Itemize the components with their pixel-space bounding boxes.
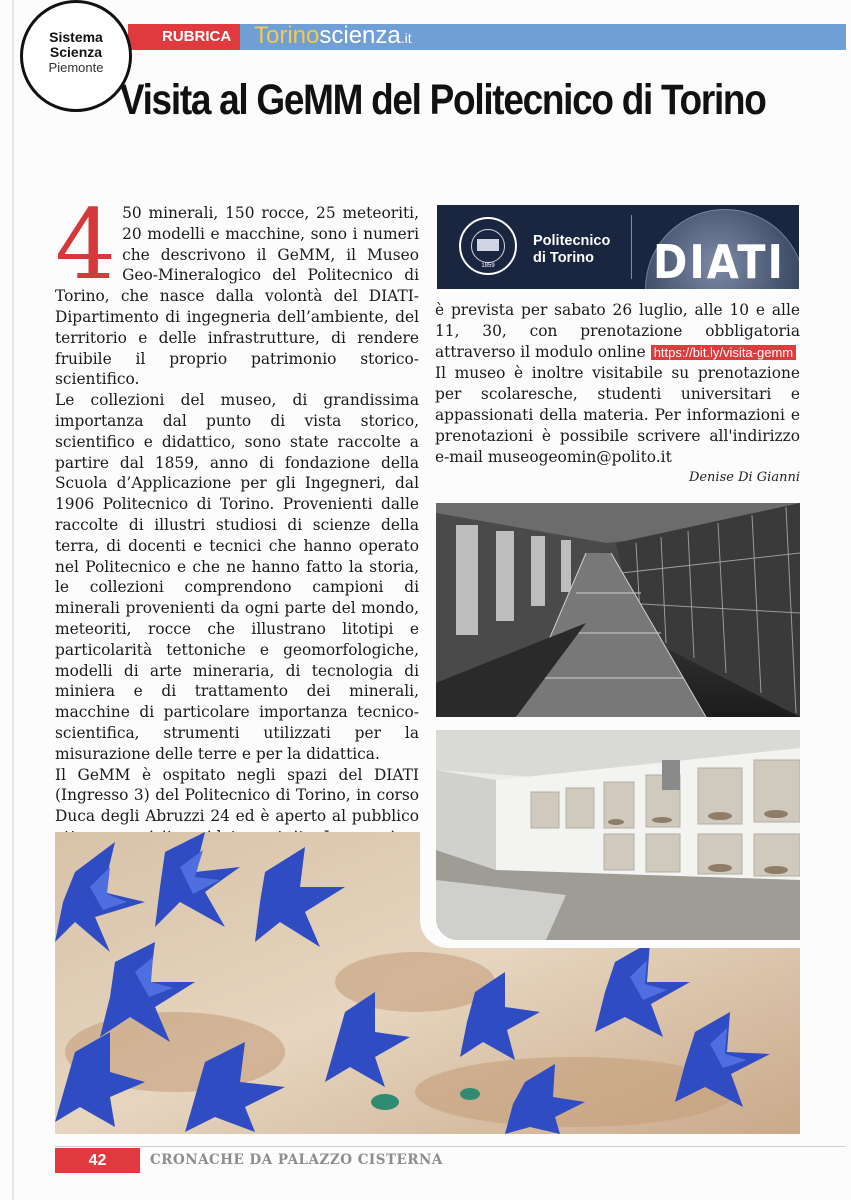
- article-column-left: [55, 189, 419, 889]
- polito-name-line-2: di Torino: [533, 250, 594, 266]
- polito-diati-banner: [437, 205, 799, 289]
- paragraph-visit-text: è prevista per sabato 26 luglio, alle 10 e alle 11, 30, con prenotazione obbligatoria attraverso il modulo online: [435, 301, 800, 361]
- logo-line-2: Scienza: [49, 44, 103, 60]
- paragraph-intro: [55, 189, 419, 390]
- paragraph-info: Il museo è inoltre visitabile su prenotazione per scolaresche, studenti universitari e appassionati della materia. Per informazioni e prenotazioni è possibile scrivere all'indirizzo e-mail museogeomin@polito.it: [435, 364, 800, 466]
- logo-line-1: Sistema: [49, 29, 103, 45]
- seal-building: [477, 239, 499, 251]
- paragraph-intro-text: 50 minerali, 150 rocce, 25 meteoriti, 20 modelli e macchine, sono i numeri che descrivono il GeMM, il Museo Geo-Mineralogico del Politecnico di Torino, che nasce dalla volontà del DIATI-Dipartimento di ingegneria dell’ambiente, del territorio e delle infrastrutture, di rendere fruibile il proprio patrimonio storico-scientifico.: [55, 204, 419, 389]
- sistema-scienza-logo: [20, 0, 132, 112]
- section-label: RUBRICA: [128, 24, 240, 50]
- publication-name: CRONACHE DA PALAZZO CISTERNA: [150, 1152, 443, 1168]
- brand-part-1: Torino: [254, 22, 320, 49]
- polito-seal-icon: [459, 217, 517, 275]
- article-column-right: [435, 300, 800, 467]
- logo-line-3: Piemonte: [48, 60, 104, 75]
- booking-link[interactable]: https://bit.ly/visita-gemm: [651, 345, 796, 360]
- page-number: 42: [55, 1148, 140, 1173]
- seal-year: 1859: [481, 263, 495, 269]
- article-title: Visita al GeMM del Politecnico di Torino: [119, 76, 766, 124]
- drop-cap: 4: [55, 189, 117, 301]
- page-edge: [12, 0, 14, 1200]
- author-byline: Denise Di Gianni: [688, 470, 800, 485]
- torinoscienza-brand: [254, 22, 412, 52]
- diati-logo-text: DIATI: [653, 235, 785, 289]
- historic-museum-photo: [436, 503, 800, 717]
- polito-name-line-1: Politecnico: [533, 233, 611, 249]
- brand-tld: .it: [400, 30, 412, 46]
- paragraph-location: Il GeMM è ospitato negli spazi del DIATI (Ingresso 3) del Politecnico di Torino, in corso Duca degli Abruzzi 24 ed è aperto al pubblico: [55, 765, 419, 826]
- paragraph-visit: [435, 300, 800, 363]
- banner-divider: [631, 215, 632, 279]
- modern-museum-photo: [436, 730, 800, 940]
- paragraph-collections: Le collezioni del museo, di grandissima importanza dal punto di vista storico, scientifico e didattico, sono state raccolte a partire dal 1859, anno di fondazione della Scuola d’Applicazione per gli Ingegneri, dal 1906 Politecnico di Torino. Provenienti dalle raccolte di illustri studiosi di scienze della terra, di docenti e tecnici che hanno operato nel Politecnico e che ne hanno fatto la storia, le collezioni comprendono campioni di minerali provenienti da ogni parte del mondo, meteoriti, rocce che illustrano litotipi e particolarità tettoniche e geomorfologiche, modelli di arte mineraria, di tecnologia di miniera e di trattamento dei minerali, macchine di particolare importanza tecnico-scientifica, strumenti utilizzati per la misurazione delle terre e per la didattica.: [55, 391, 419, 763]
- polito-name: [533, 233, 610, 267]
- footer-rule: [55, 1146, 845, 1147]
- brand-part-2: scienza: [319, 22, 401, 49]
